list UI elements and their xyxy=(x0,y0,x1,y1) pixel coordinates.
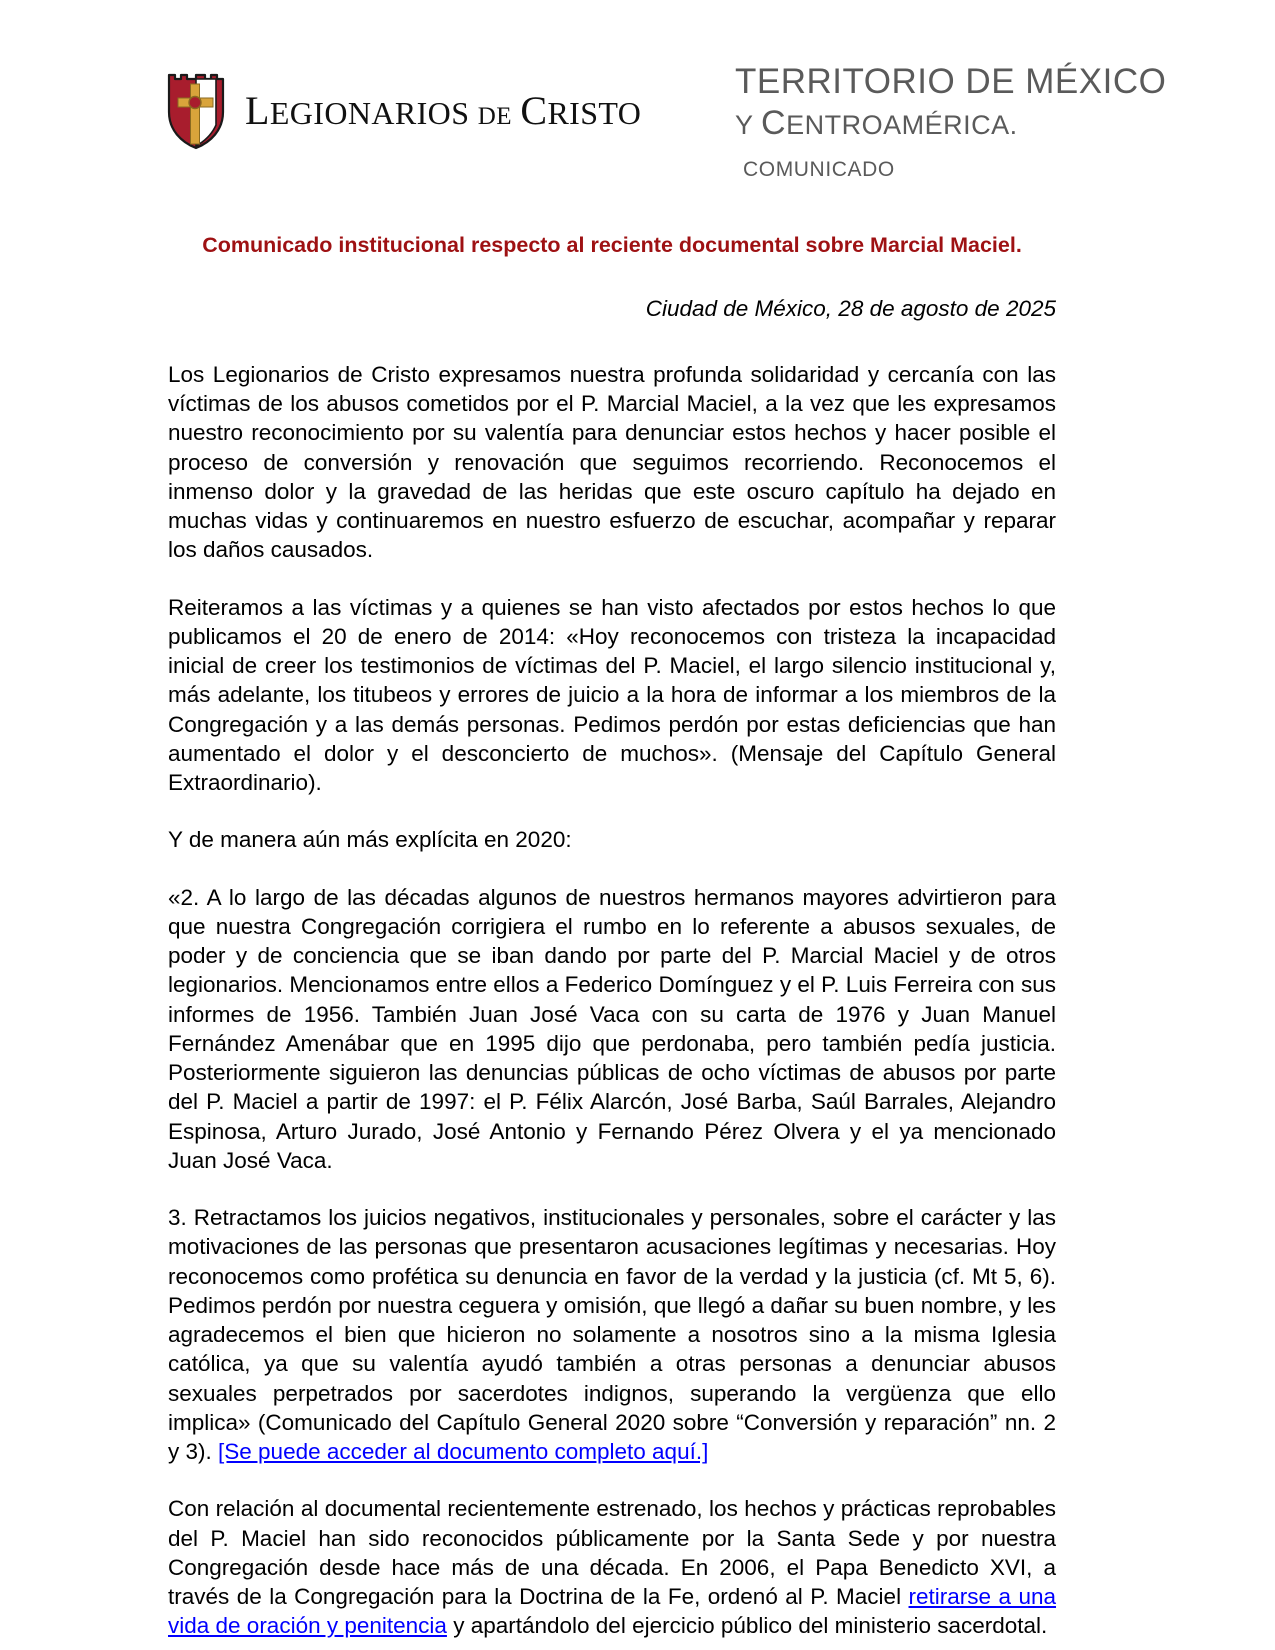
paragraph-solidarity: Los Legionarios de Cristo expresamos nuestra profunda solidaridad y cercanía con las víctimas de los abusos cometidos por el P. Marcial Maciel, a la vez que les expresamos nuestro reconocimiento por su valentía para denunciar estos hechos y hacer posible el proceso de conversión y renovación que seguimos recorriendo. Reconocemos el inmenso dolor y la gravedad de las heridas que este oscuro capítulo ha dejado en muchas vidas y continuaremos en nuestro esfuerzo de escuchar, acompañar y reparar los daños causados. xyxy=(168,361,1056,563)
territory-letter-c: C xyxy=(761,104,787,143)
paragraph-2020-point-2: «2. A lo largo de las décadas algunos de nuestros hermanos mayores advirtieron para que nuestra Congregación corrigiera el rumbo en lo referente a abusos sexuales, de poder y de conciencia que se iban dando por parte del P. Marcial Maciel y de otros legionarios. Mencionamos entre ellos a Federico Domínguez y el P. Luis Ferreira con sus informes de 1956. También Juan José Vaca con su carta de 1976 y Juan Manuel Fernández Amenábar que en 1995 dijo que perdonaba, pero también pedía justicia. Posteriormente siguieron las denuncias públicas de ocho víctimas de abusos por parte del P. Maciel a partir de 1997: el P. Félix Alarcón, José Barba, Saúl Barrales, Alejandro Espinosa, Arturo Jurado, José Antonio y Fernando Pérez Olvera y el ya mencionado Juan José Vaca. xyxy=(168,884,1056,1173)
dateline: Ciudad de México, 28 de agosto de 2025 xyxy=(645,295,1056,321)
document-body xyxy=(168,232,1056,1641)
brand-text-risto: RISTO xyxy=(547,95,642,131)
brand-letter-c: C xyxy=(520,88,548,133)
letterhead xyxy=(0,62,1275,192)
legionarios-shield-logo-icon xyxy=(165,72,227,150)
territory-line-2 xyxy=(735,103,1166,144)
paragraph-documental-text-before: Con relación al documental recientemente estrenado, los hechos y prácticas reprobables del P. Maciel han sido reconocidos públicamente por la Santa Sede y por nuestra Congregación desde hace más de una década. En 2006, el Papa Benedicto XVI, a través de la Congregación para la Doctrina de la Fe, ordenó al P. Maciel xyxy=(168,1496,1056,1610)
organization-name xyxy=(245,88,642,133)
territory-heading-block xyxy=(735,62,1166,182)
page-title: Comunicado institucional respecto al reciente documental sobre Marcial Maciel. xyxy=(202,233,1022,257)
brand-letter-l: L xyxy=(245,88,270,133)
organization-branding xyxy=(165,72,641,150)
link-documento-completo[interactable]: [Se puede acceder al documento completo aquí.] xyxy=(218,1439,709,1465)
paragraph-documental-response xyxy=(168,1494,1056,1640)
paragraph-2020-intro: Y de manera aún más explícita en 2020: xyxy=(168,827,572,853)
territory-text-entroamerica: ENTROAMÉRICA. xyxy=(786,110,1018,141)
territory-line-1: TERRITORIO DE MÉXICO xyxy=(735,62,1167,101)
paragraph-2014-statement: Reiteramos a las víctimas y a quienes se han visto afectados por estos hechos lo que publicamos el 20 de enero de 2014: «Hoy reconocemos con tristeza la incapacidad inicial de creer los testimonios de víctimas del P. Maciel, el largo silencio institucional y, más adelante, los titubeos y errores de juicio a la hora de informar a los miembros de la Congregación y a las demás personas. Pedimos perdón por estas deficiencias que han aumentado el dolor y el desconcierto de muchos». (Mensaje del Capítulo General Extraordinario). xyxy=(168,594,1056,796)
paragraph-2020-point-3-text: 3. Retractamos los juicios negativos, institucionales y personales, sobre el carácter y las motivaciones de las personas que presentaron acusaciones legítimas y necesarias. Hoy reconocemos como profética su denuncia en favor de la verdad y la justicia (cf. Mt 5, 6). Pedimos perdón por nuestra ceguera y omisión, que llegó a dañar su buen nombre, y les agradecemos el bien que hicieron no solamente a nosotros sino a la misma Iglesia católica, ya que su valentía ayudó también a otras personas a denunciar abusos sexuales perpetrados por sacerdotes indignos, superando la vergüenza que ello implica» (Comunicado del Capítulo General 2020 sobre “Conversión y reparación” nn. 2 y 3). xyxy=(168,1205,1056,1465)
link-vida-de-oracion-y-penitencia[interactable]: retirarse a una vida de oración y penitencia xyxy=(168,1584,1057,1639)
brand-text-egionarios: EGIONARIOS xyxy=(269,95,470,131)
paragraph-2020-point-3 xyxy=(168,1203,1056,1466)
territory-conjunction: Y xyxy=(735,110,762,141)
brand-text-de: DE xyxy=(477,103,512,130)
document-kind-label: COMUNICADO xyxy=(743,157,895,181)
paragraph-documental-text-after: y apartándolo del ejercicio público del ministerio sacerdotal. xyxy=(446,1613,1048,1639)
